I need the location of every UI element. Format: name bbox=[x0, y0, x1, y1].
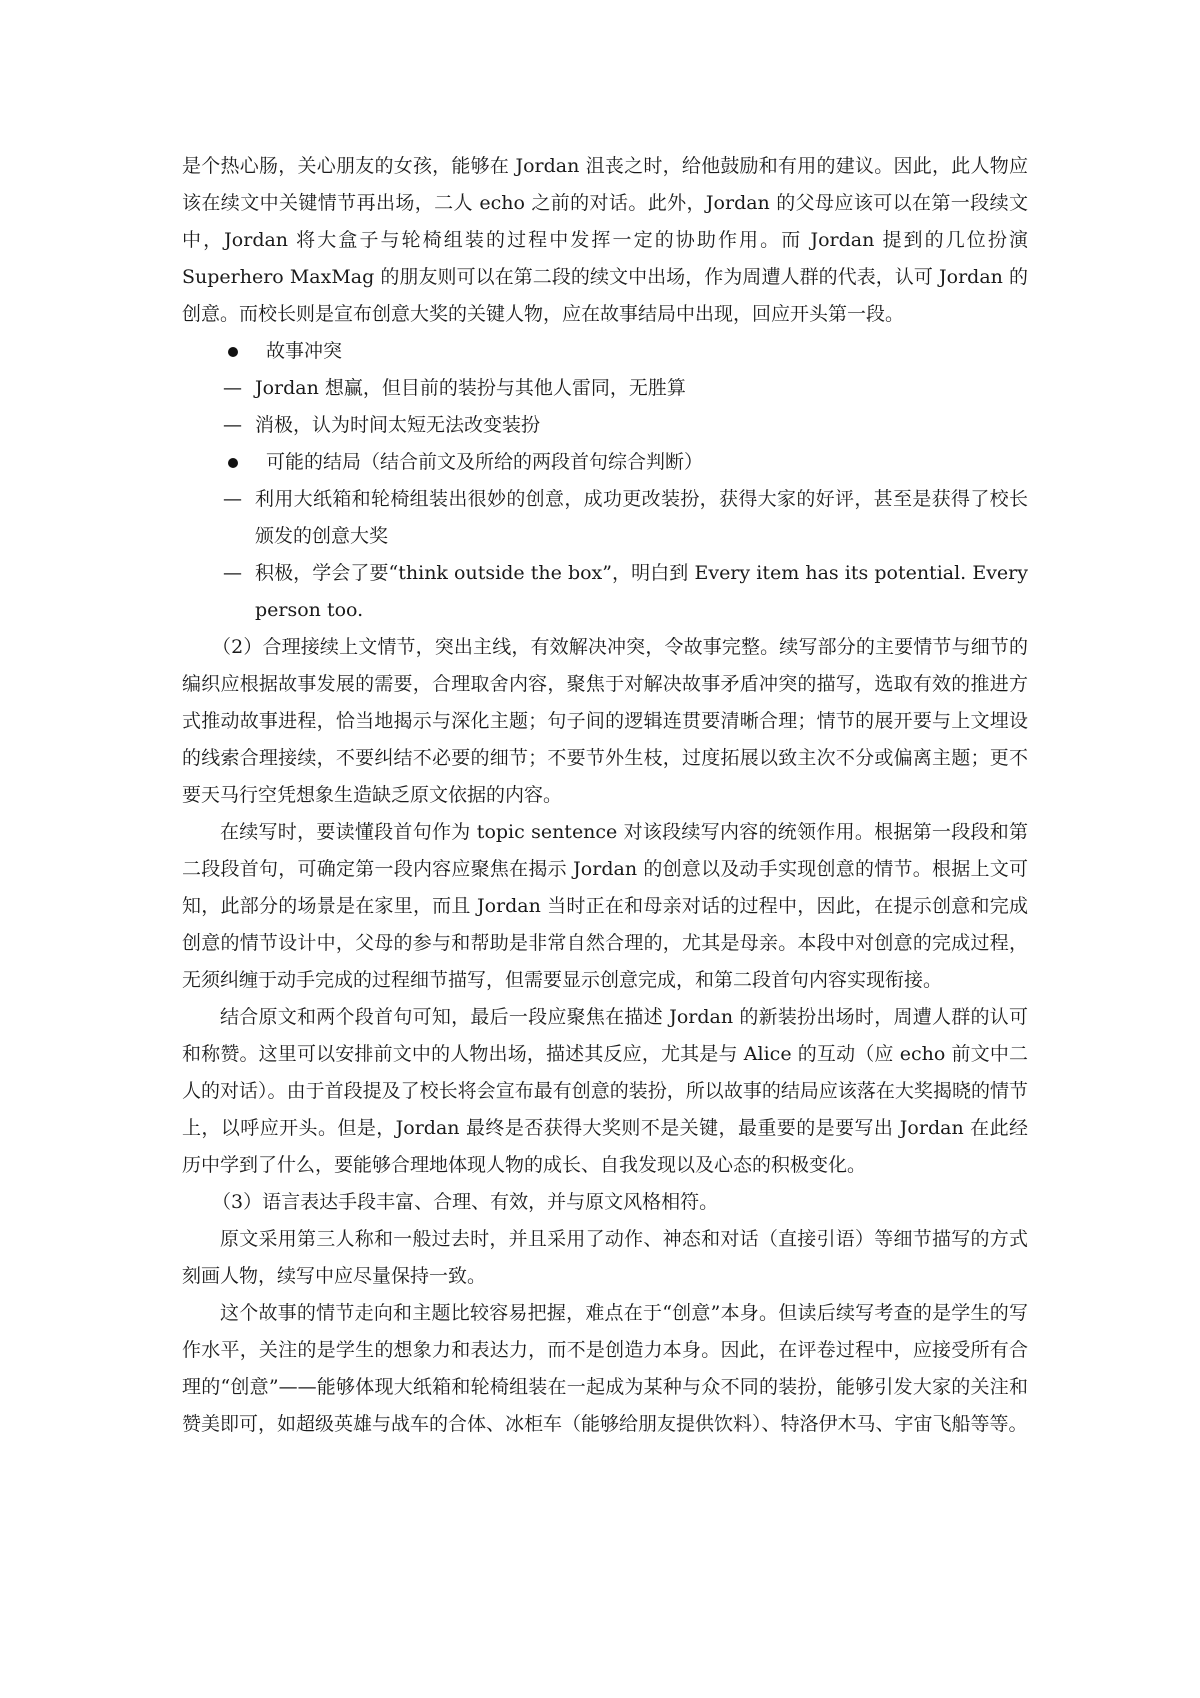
conflict-item bbox=[182, 370, 1028, 407]
conflict-item-text: 消极，认为时间太短无法改变装扮 bbox=[255, 414, 541, 436]
conflict-heading-row bbox=[182, 333, 1028, 370]
ending-item bbox=[182, 481, 1028, 555]
document-page bbox=[182, 148, 1028, 1443]
section2-paragraph-1: 在续写时，要读懂段首句作为 topic sentence 对该段续写内容的统领作用。根据第一段段和第二段段首句，可确定第一段内容应聚焦在揭示 Jordan 的创意以及动手实现创意的情节。根据上文可知，此部分的场景是在家里，而且 Jordan 当时正在和母亲对话的过程中，因此，在提示创意和完成创意的情节设计中，父母的参与和帮助是非常自然合理的，尤其是母亲。本段中对创意的完成过程，无须纠缠于动手完成的过程细节描写，但需要显示创意完成，和第二段首句内容实现衔接。 bbox=[182, 821, 1028, 991]
dash-icon: — bbox=[223, 562, 242, 584]
conflict-item bbox=[182, 407, 1028, 444]
section3-heading: （3）语言表达手段丰富、合理、有效，并与原文风格相符。 bbox=[212, 1191, 719, 1213]
bullet-dot-icon bbox=[228, 458, 238, 468]
section3-paragraph-1: 原文采用第三人称和一般过去时，并且采用了动作、神态和对话（直接引语）等细节描写的方式刻画人物，续写中应尽量保持一致。 bbox=[182, 1228, 1028, 1287]
bullet-dot-icon bbox=[228, 347, 238, 357]
intro-paragraph: 是个热心肠，关心朋友的女孩，能够在 Jordan 沮丧之时，给他鼓励和有用的建议。因此，此人物应该在续文中关键情节再出场，二人 echo 之前的对话。此外，Jordan 的父母应该可以在第一段续文中，Jordan 将大盒子与轮椅组装的过程中发挥一定的协助作用。而 Jordan 提到的几位扮演 Superhero MaxMag 的朋友则可以在第二段的续文中出场，作为周遭人群的代表，认可 Jordan 的创意。而校长则是宣布创意大奖的关键人物，应在故事结局中出现，回应开头第一段。 bbox=[182, 155, 1028, 325]
ending-heading-row bbox=[182, 444, 1028, 481]
dash-icon: — bbox=[223, 414, 242, 436]
ending-item-text: 积极，学会了要“think outside the box”，明白到 Every item has its potential. Every person too. bbox=[255, 562, 1028, 621]
section3-paragraph-2: 这个故事的情节走向和主题比较容易把握，难点在于“创意”本身。但读后续写考查的是学生的写作水平，关注的是学生的想象力和表达力，而不是创造力本身。因此，在评卷过程中，应接受所有合理的“创意”——能够体现大纸箱和轮椅组装在一起成为某种与众不同的装扮，能够引发大家的关注和赞美即可，如超级英雄与战车的合体、冰柜车（能够给朋友提供饮料）、特洛伊木马、宇宙飞船等等。 bbox=[182, 1302, 1028, 1435]
ending-item-text: 利用大纸箱和轮椅组装出很妙的创意，成功更改装扮，获得大家的好评，甚至是获得了校长颁发的创意大奖 bbox=[255, 488, 1028, 547]
conflict-item-text: Jordan 想赢，但目前的装扮与其他人雷同，无胜算 bbox=[255, 377, 686, 399]
dash-icon: — bbox=[223, 488, 242, 510]
ending-item bbox=[182, 555, 1028, 629]
ending-heading: 可能的结局（结合前文及所给的两段首句综合判断） bbox=[266, 451, 704, 473]
section2-heading-paragraph: （2）合理接续上文情节，突出主线，有效解决冲突，令故事完整。续写部分的主要情节与细节的编织应根据故事发展的需要，合理取舍内容，聚焦于对解决故事矛盾冲突的描写，选取有效的推进方式推动故事进程，恰当地揭示与深化主题；句子间的逻辑连贯要清晰合理；情节的展开要与上文埋设的线索合理接续，不要纠结不必要的细节；不要节外生枝，过度拓展以致主次不分或偏离主题；更不要天马行空凭想象生造缺乏原文依据的内容。 bbox=[182, 636, 1028, 806]
dash-icon: — bbox=[223, 377, 242, 399]
section2-paragraph-2: 结合原文和两个段首句可知，最后一段应聚焦在描述 Jordan 的新装扮出场时，周遭人群的认可和称赞。这里可以安排前文中的人物出场，描述其反应，尤其是与 Alice 的互动（应 echo 前文中二人的对话）。由于首段提及了校长将会宣布最有创意的装扮，所以故事的结局应该落在大奖揭晓的情节上，以呼应开头。但是，Jordan 最终是否获得大奖则不是关键，最重要的是要写出 Jordan 在此经历中学到了什么，要能够合理地体现人物的成长、自我发现以及心态的积极变化。 bbox=[182, 1006, 1028, 1176]
conflict-heading: 故事冲突 bbox=[266, 340, 343, 362]
